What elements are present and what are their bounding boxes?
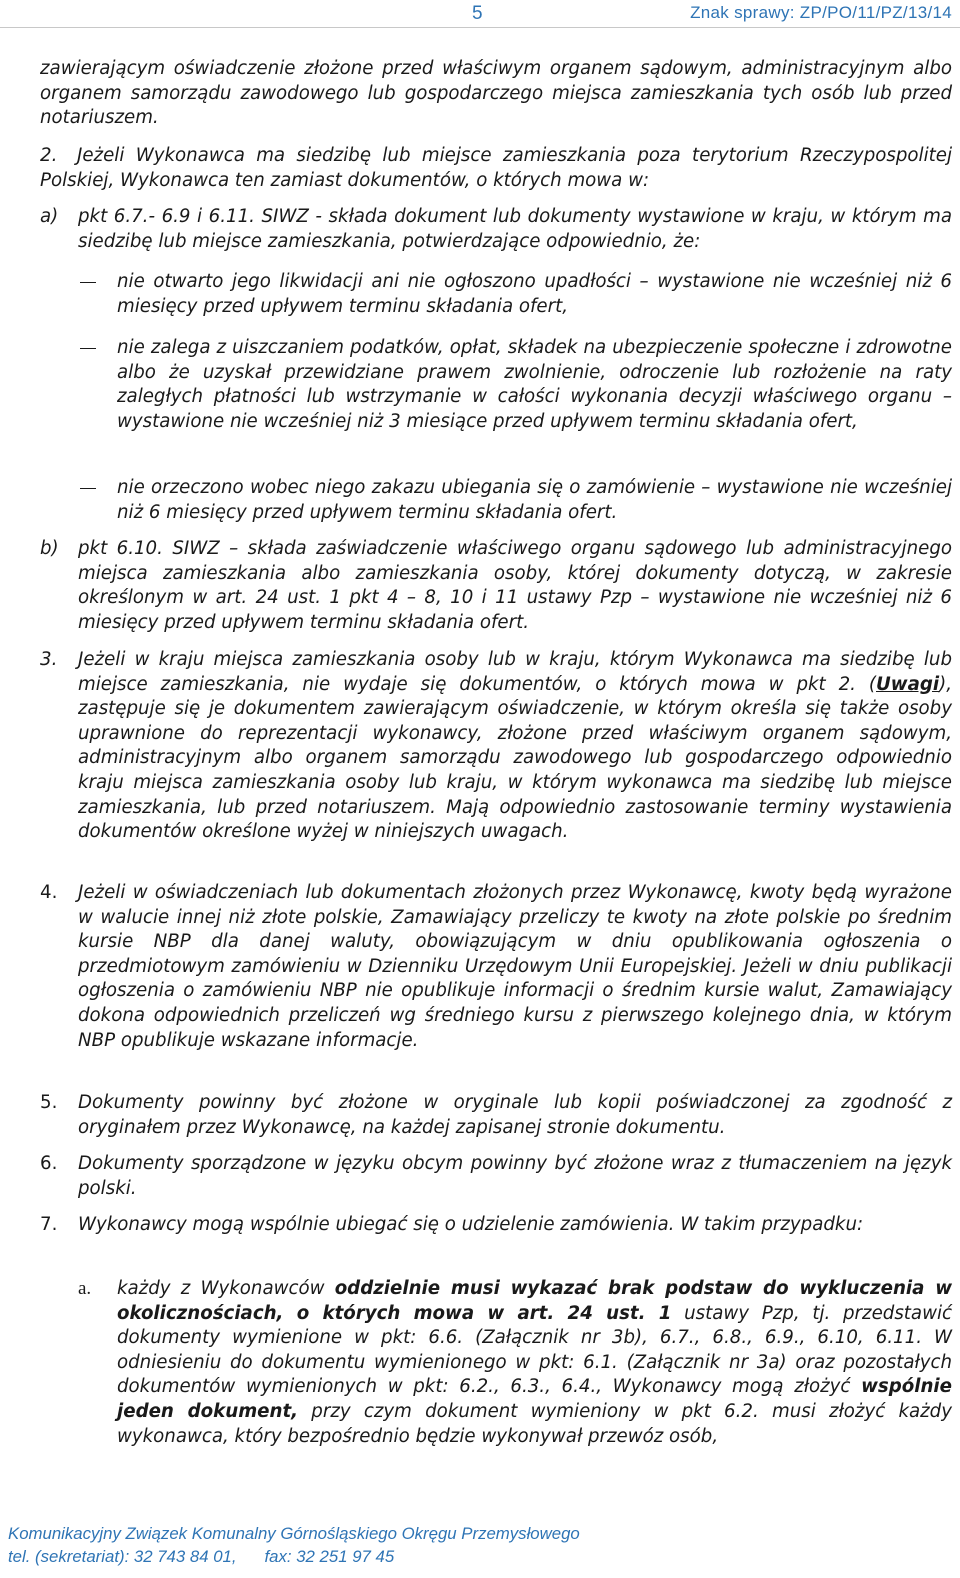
footer-organization: Komunikacyjny Związek Komunalny Górnośląskiego Okręgu Przemysłowego [8,1524,580,1543]
bullet-dash [80,488,96,489]
p3-number: 3. [40,649,58,670]
p7a-paragraph [117,1277,952,1449]
p7-text: Wykonawcy mogą wspólnie ubiegać się o udzielenie zamówienia. W takim przypadku: [78,1214,864,1235]
p3-text-pre: Jeżeli w kraju miejsca zamieszkania osoby lub w kraju, którym Wykonawca ma siedzibę lub miejsce zamieszkania, nie wydaje się dokumentów, o których mowa w pkt 2. ( [78,649,952,695]
bullet-dash [80,348,96,349]
bullet-text: nie orzeczono wobec niego zakazu ubiegania się o zamówienie – wystawione nie wcześniej niż 6 miesięcy przed upływem terminu składania ofert. [117,477,952,523]
p6-text: Dokumenty sporządzone w języku obcym powinny być złożone wraz z tłumaczeniem na język polski. [78,1153,952,1199]
p5-paragraph [78,1091,952,1140]
p7a-pre: każdy z Wykonawców [117,1278,335,1299]
p4-text: Jeżeli w oświadczeniach lub dokumentach złożonych przez Wykonawcę, kwoty będą wyrażone w walucie innej niż złote polskie, Zamawiający przeliczy te kwoty na złote polskie po średnim kursie NBP dla danej waluty, obowiązującym w dniu opublikowania ogłoszenia o przedmiotowym zamówieniu w Dzienniku Urzędowym Unii Europejskiej. Jeżeli w dniu publikacji ogłoszenia o zamówieniu NBP nie opublikuje informacji o średnim kursie walut, Zamawiający dokona odpowiednich przeliczeń wg średniego kursu z pierwszego kolejnego dnia, w którym NBP opublikuje wskazane informacje. [78,882,952,1051]
header-divider [0,27,960,28]
p3-paragraph [78,648,952,845]
uwagi-reference: Uwagi [876,673,940,695]
p7-number: 7. [40,1214,58,1235]
p5-number: 5. [40,1092,58,1113]
p7a-bold-requirement: oddzielnie musi wykazać brak podstaw do wykluczenia w okolicznościach, o których mowa w art. 24 ust. 1 [117,1278,952,1324]
p4-paragraph [78,881,952,1053]
p5-text: Dokumenty powinny być złożone w oryginale lub kopii poświadczonej za zgodność z oryginałem przez Wykonawcę, na każdej zapisanej stronie dokumentu. [78,1092,952,1138]
p7a-mid: ustawy Pzp, tj. przedstawić dokumenty wymienione w pkt: 6.6. (Załącznik nr 3b), 6.7., 6.8., 6.9., 6.10, 6.11. W odniesieniu do dokumentu wymienionego w pkt: 6.1. (Załącznik nr 3a) oraz pozostałych dokumentów wymienionych w pkt: 6.2., 6.3., 6.4., Wykonawcy mogą złożyć [117,1302,952,1398]
p4-number: 4. [40,882,58,903]
bullet-item-2 [117,336,952,434]
bullet-text: nie zalega z uiszczaniem podatków, opłat, składek na ubezpieczenie społeczne i zdrowotne albo że uzyskał przewidziane prawem zwolnienie, odroczenie lub rozłożenie na raty zaległych płatności lub wstrzymanie w całości wykonania decyzji właściwego organu – wystawione nie wcześniej niż 3 miesiące przed upływem terminu składania ofert, [117,337,952,432]
p2a-text: pkt 6.7.- 6.9 i 6.11. SIWZ - składa dokument lub dokumenty wystawione w kraju, w którym ma siedzibę lub miejsce zamieszkania, potwierdzające odpowiednio, że: [78,206,952,252]
p3-text [78,648,952,845]
p7a-bold-joint-document: wspólnie jeden dokument, [117,1376,952,1422]
p2b-paragraph [78,537,952,635]
p2-number: 2. [40,145,58,166]
p7-paragraph [78,1213,952,1238]
p2a-label: a) [40,206,59,227]
p3-text-post: ), zastępuje się je dokumentem zawierającym oświadczenie, w którym określa się także osoby uprawnione do reprezentacji wykonawcy, złożone przed właściwym organem sądowym, administracyjnym albo organem samorządu zawodowego lub gospodarczego odpowiednio kraju miejsca zamieszkania osoby lub kraju, w którym wykonawca ma siedzibę lub miejsce zamieszkania, lub przed notariuszem. Mają odpowiednio zastosowanie terminy wystawienia dokumentów określone wyżej w niniejszych uwagach. [78,673,952,843]
bullet-item-1 [117,270,952,319]
bullet-dash [80,282,96,283]
p7a-text [117,1277,952,1449]
intro-paragraph [40,57,952,131]
p2-paragraph [40,144,952,193]
p6-number: 6. [40,1153,58,1174]
p2-text: Jeżeli Wykonawca ma siedzibę lub miejsce zamieszkania poza terytorium Rzeczypospolitej Polskiej, Wykonawca ten zamiast dokumentów, o których mowa w: [40,145,952,191]
footer-contact: tel. (sekretariat): 32 743 84 01, fax: 32 251 97 45 [8,1547,395,1566]
case-reference: Znak sprawy: ZP/PO/11/PZ/13/14 [690,3,952,22]
p7a-label: a. [78,1278,92,1299]
page-number: 5 [472,3,483,24]
p2a-paragraph [78,205,952,254]
p7a-post: przy czym dokument wymieniony w pkt 6.2. musi złożyć każdy wykonawca, który bezpośrednio będzie wykonywał przewóz osób, [117,1400,952,1447]
p2b-label: b) [40,538,59,559]
p6-paragraph [78,1152,952,1201]
p2b-text: pkt 6.10. SIWZ – składa zaświadczenie właściwego organu sądowego lub administracyjnego miejsca zamieszkania albo zamieszkania osoby, której dokumenty dotyczą, w zakresie określonym w art. 24 ust. 1 pkt 4 – 8, 10 i 11 ustawy Pzp – wystawione nie wcześniej niż 6 miesięcy przed upływem terminu składania ofert. [78,538,952,633]
bullet-text: nie otwarto jego likwidacji ani nie ogłoszono upadłości – wystawione nie wcześniej niż 6 miesięcy przed upływem terminu składania ofert, [117,271,952,317]
bullet-item-3 [117,476,952,525]
intro-text: zawierającym oświadczenie złożone przed właściwym organem sądowym, administracyjnym albo organem samorządu zawodowego lub gospodarczego miejsca zamieszkania tych osób lub przed notariuszem. [40,58,952,129]
